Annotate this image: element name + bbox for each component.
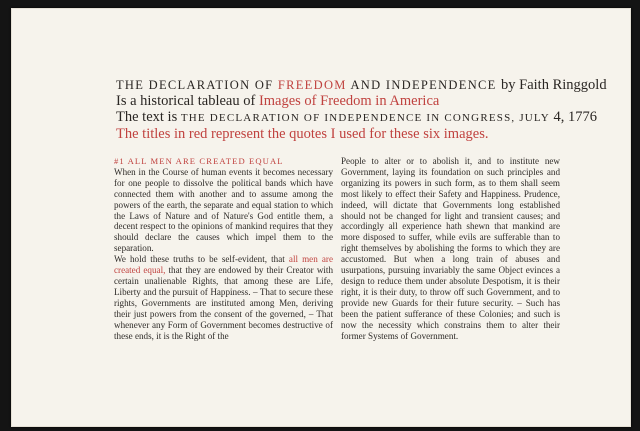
heading-line-2 — [116, 93, 586, 109]
paragraph-1: When in the Course of human events it becomes necessary for one people to dissolve the political bands which have connected them with another and to assume among the powers of the earth, the separate and equal station to which the Laws of Nature and of Nature's God entitle them, a decent respect to the opinions of mankind requires that they should declare the causes which impel them to the separation. — [114, 166, 333, 254]
heading-document-date: 4, 1776 — [553, 109, 598, 125]
heading-line-1 — [116, 77, 607, 93]
heading-block — [116, 77, 607, 142]
paragraph-2-start: We hold these truths to be self-evident, that — [114, 254, 285, 265]
heading-line-1-start: THE DECLARATION OF — [116, 78, 274, 92]
paragraph-2 — [114, 254, 333, 341]
paragraph-3: People to alter or to abolish it, and to institute new Government, laying its foundation on such principles and organizing its powers in such form, as to them shall seem most likely to effect their Safety and Happiness. Prudence, indeed, will dictate that Governments long established should not be changed for light and transient causes; and accordingly all experience hath shewn that mankind are more disposed to suffer, while evils are sufferable than to right themselves by abolishing the forms to which they are accustomed. But when a long train of abuses and usurpations, pursuing invariably the same Object evinces a design to reduce them under absolute Despotism, it is their right, it is their duty, to throw off such Government, and to provide new Guards for their future security. – Such has been the patient sufferance of these Colonies; and such is now the necessity which constrains them to alter their former Systems of Government. — [341, 156, 560, 341]
section-title: #1 ALL MEN ARE CREATED EQUAL — [114, 156, 284, 166]
heading-line-4: The titles in red represent the quotes I used for these six images. — [116, 126, 489, 142]
heading-freedom-word: FREEDOM — [277, 78, 347, 92]
text-column-right — [341, 156, 560, 341]
heading-author: by Faith Ringgold — [501, 77, 607, 93]
quote-highlight: all men are created equal, — [114, 254, 333, 276]
heading-line-2-start: Is a historical tableau of — [116, 93, 256, 109]
heading-line-1-end: AND INDEPENDENCE — [350, 78, 497, 92]
heading-line-3 — [116, 109, 598, 126]
paragraph-2-end: that they are endowed by their Creator with certain unalienable Rights, that among these are Life, Liberty and the pursuit of Happiness. – That to secure these rights, Governments are instituted among Men, deriving their just powers from the consent of the governed, – That whenever any Form of Government becomes destructive of these ends, it is the Right of the — [114, 265, 333, 341]
text-column-left — [114, 156, 333, 341]
heading-tableau-title: Images of Freedom in America — [258, 93, 440, 109]
heading-document-name: THE DECLARATION OF INDEPENDENCE IN CONGRESS, JULY — [180, 112, 550, 124]
printed-page — [11, 8, 631, 427]
heading-line-3-start: The text is — [116, 109, 178, 125]
